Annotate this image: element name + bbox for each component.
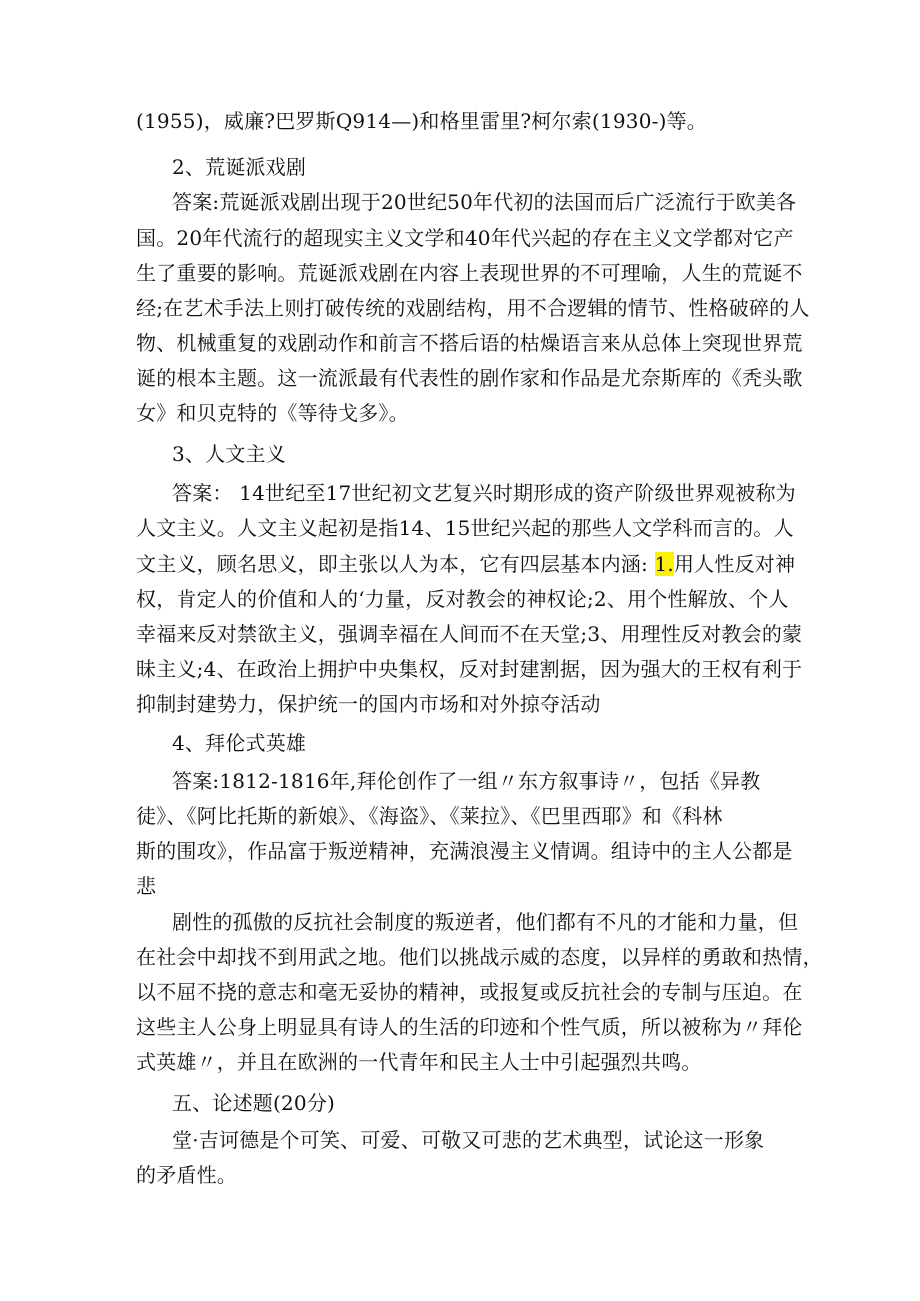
text-line: 式英雄〃，并且在欧洲的一代青年和民主人士中引起强烈共鸣。 <box>136 1050 702 1074</box>
text-line: 以不屈不挠的意志和毫无妥协的精神，或报复或反抗社会的专制与压迫。在 <box>136 980 803 1004</box>
text-line: 幸福来反对禁欲主义，强调幸福在人间而不在天堂;3、用理性反对教会的蒙 <box>136 622 803 646</box>
text-line: 经;在艺术手法上则打破传统的戏剧结构，用不合逻辑的情节、性格破碎的人 <box>136 296 810 320</box>
text-line: 物、机械重复的戏剧动作和前言不搭后语的枯燥语言来从总体上突现世界荒 <box>136 331 803 355</box>
text-line: (1955)，威廉?巴罗斯Q914—)和格里雷里?柯尔索(1930-)等。 <box>136 109 707 133</box>
text-line: 抑制封建势力，保护统一的国内市场和对外掠夺活动 <box>136 692 601 716</box>
text-line: 在社会中却找不到用武之地。他们以挑战示威的态度，以异样的勇敢和热情， <box>136 945 823 969</box>
text-line: 徒》、《阿比托斯的新娘》、《海盗》、《莱拉》、《巴里西耶》和《科林 <box>136 804 723 828</box>
text-line: 国。20年代流行的超现实主义文学和40年代兴起的存在主义文学都对它产 <box>136 226 794 250</box>
section-heading: 3、人文主义 <box>172 442 286 466</box>
text-line: 这些主人公身上明显具有诗人的生活的印迹和个性气质，所以被称为〃拜伦 <box>136 1015 803 1039</box>
text-line: 堂·吉诃德是个可笑、可爱、可敬又可悲的艺术典型，试论这一形象 <box>172 1128 765 1152</box>
text-line: 人文主义。人文主义起初是指14、15世纪兴起的那些人文学科而言的。人 <box>136 516 794 540</box>
section-heading: 2、荒诞派戏剧 <box>172 155 307 179</box>
text-line: 权，肯定人的价值和人的‘力量，反对教会的神权论;2、用个性解放、个人 <box>136 587 789 611</box>
text-line: 剧性的孤傲的反抗社会制度的叛逆者，他们都有不凡的才能和力量，但 <box>172 910 799 934</box>
text-line: 斯的围攻》，作品富于叛逆精神，充满浪漫主义情调。组诗中的主人公都是 <box>136 839 793 863</box>
text-line: 生了重要的影响。荒诞派戏剧在内容上表现世界的不可理喻，人生的荒诞不 <box>136 261 803 285</box>
text-segment: 文主义，顾名思义，即主张以人为本，它有四层基本内涵: <box>136 552 655 576</box>
text-line: 答案： 14世纪至17世纪初文艺复兴时期形成的资产阶级世界观被称为 <box>172 481 796 505</box>
section-heading: 五、论述题(20分) <box>172 1091 336 1115</box>
text-line: 答案:1812-1816年,拜伦创作了一组〃东方叙事诗〃，包括《异教 <box>172 769 761 793</box>
text-line: 女》和贝克特的《等待戈多》。 <box>136 401 409 425</box>
text-line: 答案:荒诞派戏剧出现于20世纪50年代初的法国而后广泛流行于欧美各 <box>172 190 797 214</box>
highlighted-text: 1. <box>654 552 674 576</box>
text-line: 的矛盾性。 <box>136 1163 237 1187</box>
section-heading: 4、拜伦式英雄 <box>172 731 307 755</box>
text-line <box>136 549 795 579</box>
text-line: 昧主义;4、在政治上拥护中央集权，反对封建割据，因为强大的王权有利于 <box>136 657 803 681</box>
text-line: 悲 <box>136 874 157 898</box>
text-line: 诞的根本主题。这一流派最有代表性的剧作家和作品是尤奈斯库的《秃头歌 <box>136 366 803 390</box>
text-segment: 用人性反对神 <box>673 552 796 576</box>
